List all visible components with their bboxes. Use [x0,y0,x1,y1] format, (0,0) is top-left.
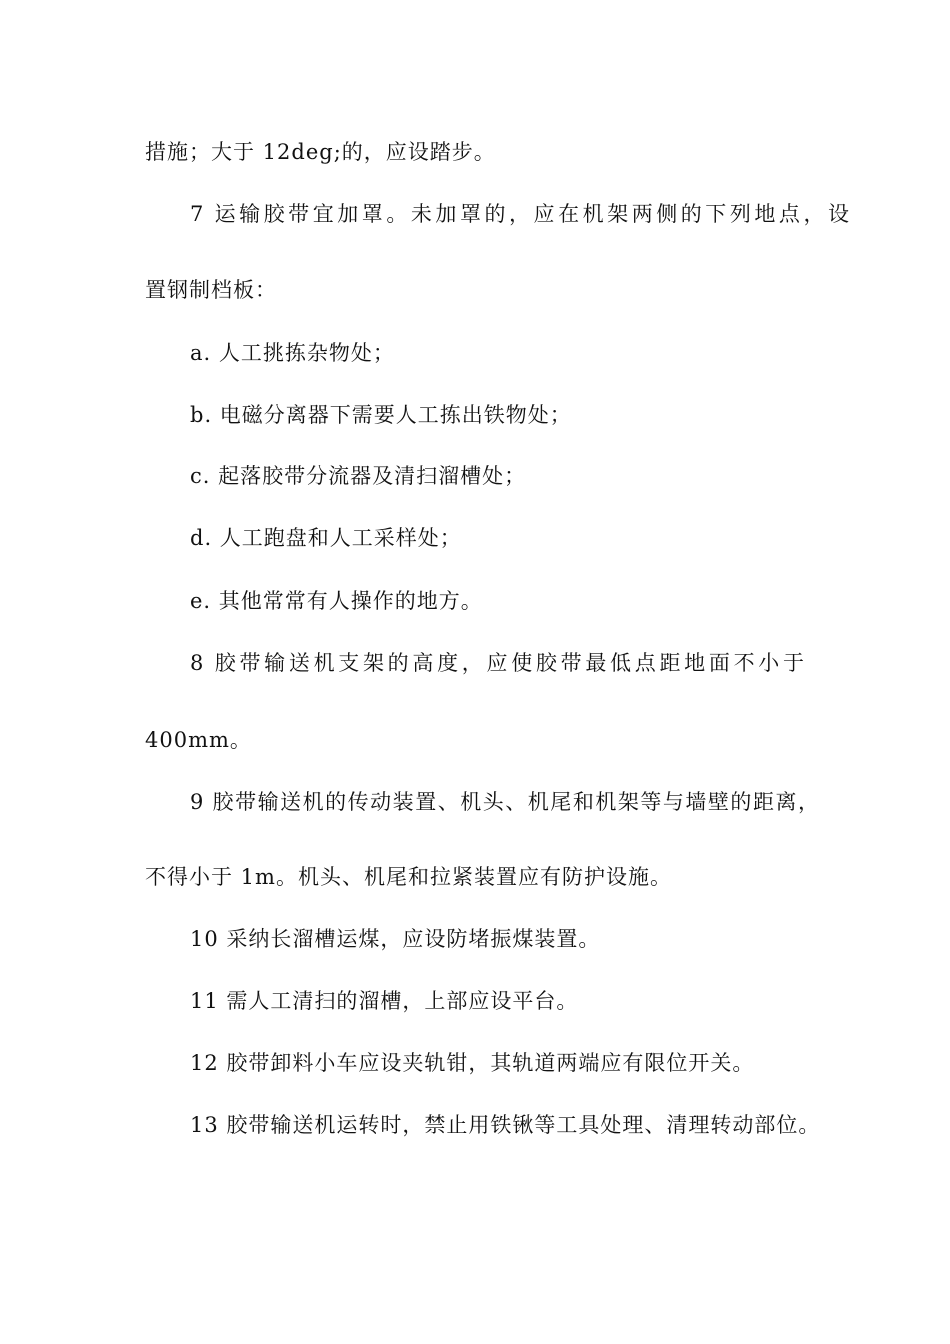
text-line-16: 13 胶带输送机运转时，禁止用铁锹等工具处理、清理转动部位。 [190,1113,821,1137]
text-line-6: c. 起落胶带分流器及清扫溜槽处； [190,464,527,488]
text-line-11: 9 胶带输送机的传动装置、机头、机尾和机架等与墙壁的距离， [190,790,820,814]
text-line-5: b. 电磁分离器下需要人工拣出铁物处； [190,403,572,427]
text-line-9: 8 胶带输送机支架的高度，应使胶带最低点距地面不小于 [190,651,805,675]
text-line-2: 7 运输胶带宜加罩。未加罩的，应在机架两侧的下列地点，设 [190,202,850,226]
text-line-12: 不得小于 1m。机头、机尾和拉紧装置应有防护设施。 [145,865,672,889]
text-line-14: 11 需人工清扫的溜槽，上部应设平台。 [190,989,579,1013]
text-line-3: 置钢制档板： [145,278,277,302]
text-line-8: e. 其他常常有人操作的地方。 [190,589,483,613]
text-line-15: 12 胶带卸料小车应设夹轨钳，其轨道两端应有限位开关。 [190,1051,755,1075]
text-line-13: 10 采纳长溜槽运煤，应设防堵振煤装置。 [190,927,601,951]
text-line-1: 措施；大于 12deg;的，应设踏步。 [145,140,496,164]
text-line-7: d. 人工跑盘和人工采样处； [190,526,462,550]
text-line-4: a. 人工挑拣杂物处； [190,341,395,365]
text-line-10: 400mm。 [145,728,252,752]
